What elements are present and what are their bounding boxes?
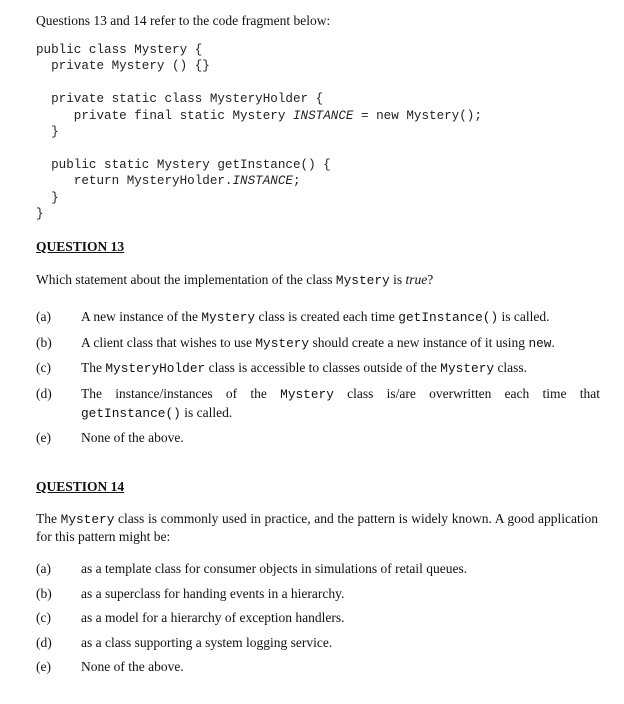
option-14c[interactable] (36, 609, 600, 627)
option-text: class is accessible to classes outside of the (205, 360, 441, 375)
stem-text: Which statement about the implementation of the class (36, 272, 336, 287)
code-line-part: INSTANCE (232, 174, 293, 189)
option-text: . (551, 334, 555, 350)
code-line: } (36, 125, 59, 140)
option-label: (b) (36, 585, 52, 601)
question-13-heading: QUESTION 13 (36, 239, 125, 254)
option-code: Mystery (201, 310, 256, 325)
option-text: The instance/instances of the (81, 385, 281, 401)
code-line-part: return MysteryHolder. (36, 174, 233, 189)
code-line: public static Mystery getInstance() { (36, 157, 331, 172)
stem-text: is (389, 272, 406, 287)
option-text: is called. (180, 404, 233, 420)
option-text: class is created each time (255, 309, 399, 324)
code-line: } (36, 190, 59, 205)
option-13a[interactable] (36, 308, 600, 327)
option-code: getInstance() (398, 310, 499, 325)
option-label: (e) (36, 659, 51, 674)
stem-text: ? (427, 272, 434, 287)
option-13e[interactable] (36, 429, 600, 447)
question-14-stem (36, 510, 598, 545)
option-text: class is/are overwritten each time that (333, 385, 600, 401)
code-line: private Mystery () {} (36, 59, 210, 74)
intro-text: Questions 13 and 14 refer to the code fragment below: (36, 13, 331, 28)
option-code: new (528, 335, 552, 351)
option-line (81, 404, 600, 423)
option-code: getInstance() (81, 405, 181, 421)
option-14b[interactable] (36, 585, 600, 603)
option-text: None of the above. (81, 430, 184, 445)
option-text: as a class supporting a system logging service. (81, 634, 333, 650)
code-line-part: private final static Mystery (36, 108, 293, 123)
code-line-part: INSTANCE (292, 108, 354, 123)
stem-text: The (36, 511, 61, 526)
option-14d[interactable] (36, 634, 600, 652)
code-line: } (36, 207, 44, 222)
code-fragment (36, 42, 596, 222)
question-14-heading: QUESTION 14 (36, 479, 125, 494)
option-13c[interactable] (36, 359, 600, 378)
option-text: None of the above. (81, 659, 184, 674)
option-label: (b) (36, 334, 52, 350)
option-13b[interactable] (36, 334, 600, 353)
option-code: Mystery (440, 361, 495, 376)
stem-code: Mystery (60, 512, 115, 527)
stem-text: class is commonly used in practice, and the pattern is widely known. A good application for this pattern might be: (36, 511, 598, 544)
code-line: public class Mystery { (36, 43, 203, 57)
option-text: class. (494, 360, 528, 375)
document-page (36, 12, 600, 674)
option-text: is called. (498, 309, 550, 324)
code-line-part: ; (292, 174, 301, 189)
option-text: The (81, 360, 106, 375)
option-text: as a template class for consumer objects in simulations of retail queues. (81, 561, 468, 576)
option-line (81, 385, 600, 404)
question-13-stem (36, 271, 433, 290)
stem-code: Mystery (335, 273, 390, 288)
question-14-options (36, 560, 600, 683)
option-code: Mystery (280, 386, 334, 402)
option-label: (d) (36, 385, 52, 401)
option-text: as a model for a hierarchy of exception handlers. (81, 610, 345, 625)
option-14e[interactable] (36, 658, 600, 676)
option-14a[interactable] (36, 560, 600, 578)
option-label: (c) (36, 610, 51, 625)
option-label: (a) (36, 309, 51, 324)
option-code: Mystery (255, 335, 310, 351)
option-text: A client class that wishes to use (81, 334, 256, 350)
option-code: MysteryHolder (105, 361, 206, 376)
code-line-part: = new Mystery(); (353, 108, 482, 123)
code-line (36, 174, 301, 188)
option-text: should create a new instance of it using (309, 334, 529, 350)
code-line (36, 109, 482, 123)
option-text: A new instance of the (81, 309, 202, 324)
code-line: private static class MysteryHolder { (36, 92, 324, 107)
option-label: (a) (36, 561, 51, 576)
option-13d[interactable] (36, 385, 600, 423)
option-label: (e) (36, 430, 51, 445)
stem-emphasis: true (405, 272, 428, 287)
option-label: (d) (36, 634, 52, 650)
option-label: (c) (36, 360, 51, 375)
question-13-options (36, 308, 600, 454)
option-text: as a superclass for handing events in a hierarchy. (81, 585, 345, 601)
